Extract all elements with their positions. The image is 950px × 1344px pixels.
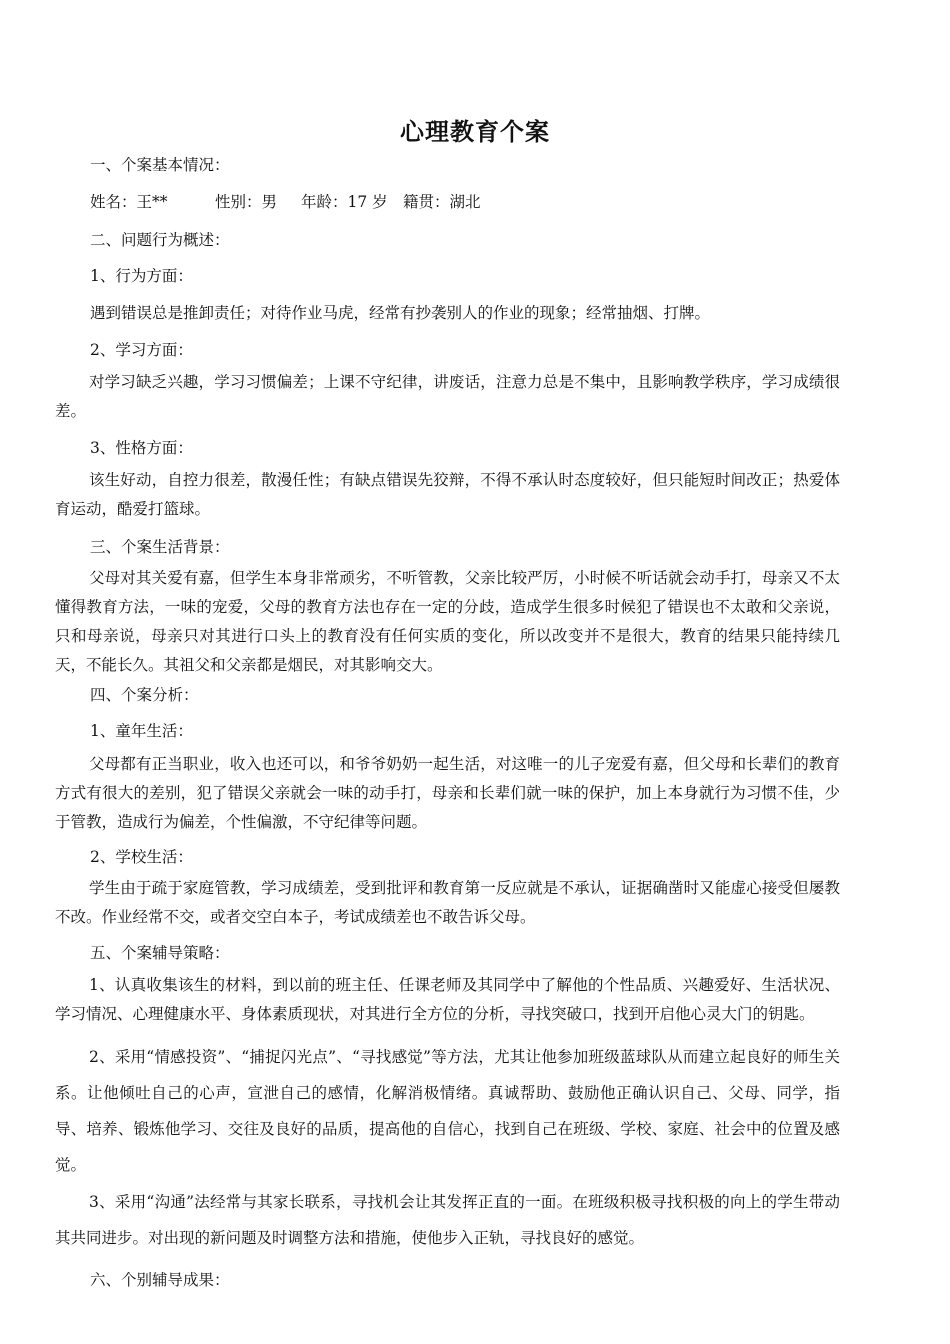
section-3-heading: 三、个案生活背景： (90, 538, 230, 556)
document-title: 心理教育个案 (400, 118, 550, 146)
strategy-item-3: 3、采用“沟通”法经常与其家长联系，寻找机会让其发挥正直的一面。在班级积极寻找积极的向上的学生带动其共同进步。对出现的新问题及时调整方法和措施，使他步入正轨，寻找良好的感觉。 (55, 1193, 840, 1247)
student-gender: 性别：男 (215, 193, 278, 211)
student-name: 姓名：王** (90, 193, 168, 211)
personality-heading: 3、性格方面： (90, 439, 193, 457)
school-text: 学生由于疏于家庭管教，学习成绩差，受到批评和教育第一反应就是不承认，证据确凿时又能虚心接受但屡教不改。作业经常不交，或者交空白本子，考试成绩差也不敢告诉父母。 (55, 879, 840, 926)
section-6-heading: 六、个别辅导成果： (90, 1271, 230, 1289)
strategy-item-2: 2、采用“情感投资”、“捕捉闪光点”、“寻找感觉”等方法，尤其让他参加班级蓝球队从而建立起良好的师生关系。让他倾吐自己的心声，宣泄自己的感情，化解消极情绪。真诚帮助、鼓励他正确认识自己、父母、同学，指导、培养、锻炼他学习、交往及良好的品质，提高他的自信心，找到自己在班级、学校、家庭、社会中的位置及感觉。 (55, 1048, 840, 1174)
basic-info-row (90, 190, 481, 212)
childhood-heading: 1、童年生活： (90, 722, 193, 740)
section-2-heading: 二、问题行为概述： (90, 231, 230, 249)
strategy-item-1: 1、认真收集该生的材料，到以前的班主任、任课老师及其同学中了解他的个性品质、兴趣爱好、生活状况、学习情况、心理健康水平、身体素质现状，对其进行全方位的分析，寻找突破口，找到开启他心灵大门的钥匙。 (55, 976, 840, 1023)
personality-text: 该生好动，自控力很差，散漫任性；有缺点错误先狡辩，不得不承认时态度较好，但只能短时间改正；热爱体育运动，酷爱打篮球。 (55, 471, 840, 518)
study-text: 对学习缺乏兴趣，学习习惯偏差；上课不守纪律，讲废话，注意力总是不集中，且影响教学秩序，学习成绩很差。 (55, 373, 840, 420)
student-origin: 籍贯：湖北 (403, 193, 481, 211)
section-1-heading: 一、个案基本情况： (90, 156, 230, 174)
behavior-heading: 1、行为方面： (90, 267, 193, 285)
school-heading: 2、学校生活： (90, 848, 193, 866)
childhood-text: 父母都有正当职业，收入也还可以，和爷爷奶奶一起生活，对这唯一的儿子宠爱有嘉，但父母和长辈们的教育方式有很大的差别，犯了错误父亲就会一味的动手打，母亲和长辈们就一味的保护，加上本身就行为习惯不佳，少于管教，造成行为偏差，个性偏激，不守纪律等问题。 (55, 755, 840, 831)
student-age: 年龄：17 岁 (301, 193, 388, 211)
section-5-heading: 五、个案辅导策略： (90, 944, 230, 962)
background-text: 父母对其关爱有嘉，但学生本身非常顽劣，不听管教，父亲比较严厉，小时候不听话就会动手打，母亲又不太懂得教育方法，一味的宠爱，父母的教育方法也存在一定的分歧，造成学生很多时候犯了错误也不太敢和父亲说，只和母亲说，母亲只对其进行口头上的教育没有任何实质的变化，所以改变并不是很大，教育的结果只能持续几天，不能长久。其祖父和父亲都是烟民，对其影响交大。 (55, 569, 840, 674)
section-4-heading: 四、个案分析： (90, 686, 199, 704)
behavior-text: 遇到错误总是推卸责任；对待作业马虎，经常有抄袭别人的作业的现象；经常抽烟、打牌。 (90, 304, 711, 322)
study-heading: 2、学习方面： (90, 341, 193, 359)
